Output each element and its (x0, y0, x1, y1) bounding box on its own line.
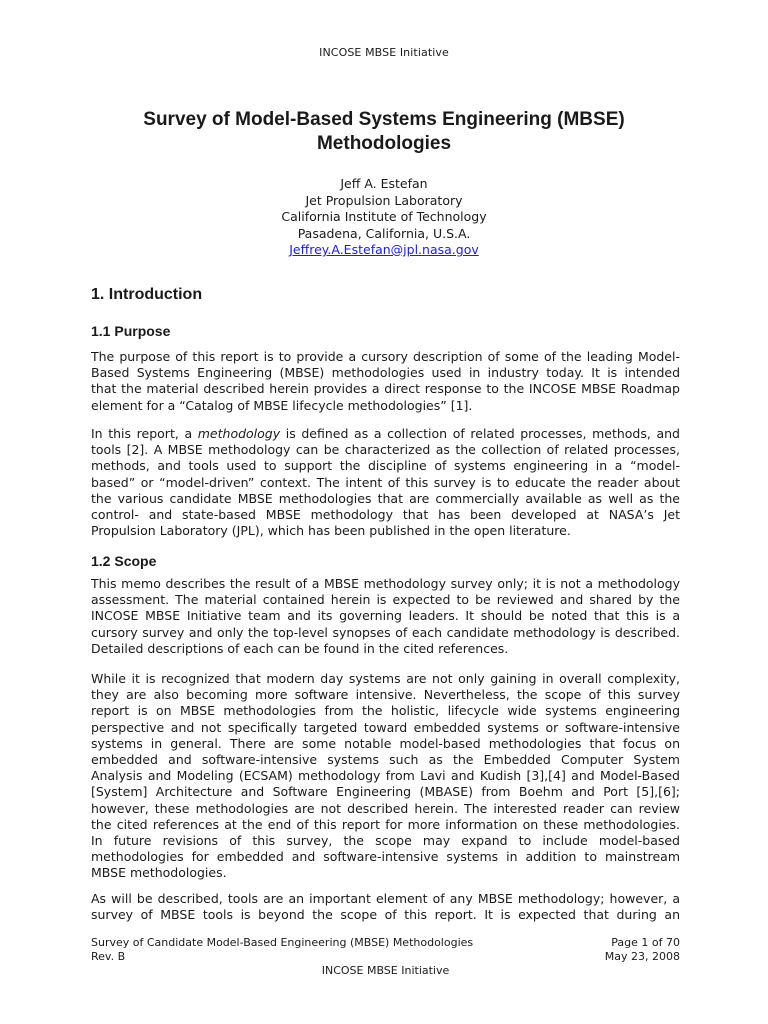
text-line: assessment. The material contained herein is expected to be reviewed and shared by the (91, 592, 680, 608)
text-line: however, these methodologies are not described herein. The interested reader can review (91, 800, 680, 816)
title-line-1: Survey of Model-Based Systems Engineering (MBSE) (143, 109, 625, 130)
scope-paragraph-2 (91, 671, 680, 882)
text-line: systems in general. There are some notable model-based methodologies that focus on (91, 735, 680, 751)
text-line: This memo describes the result of a MBSE methodology survey only; it is not a methodology (91, 576, 680, 591)
author-name: Jeff A. Estefan (340, 176, 428, 191)
text-line: perspective and not specifically targeted toward embedded systems or software-intensive (91, 719, 680, 735)
purpose-paragraph-1 (91, 349, 680, 414)
text-line: MBSE methodologies. (91, 865, 227, 881)
text-line: Propulsion Laboratory (JPL), which has been published in the open literature. (91, 523, 571, 539)
text-line: based” or “model-driven” context. The intent of this survey is to educate the reader about (91, 474, 680, 490)
text-line: element for a “Catalog of MBSE lifecycle methodologies” [1]. (91, 397, 473, 413)
text-line: methods, and tools used to support the discipline of systems engineering in a “model- (91, 458, 680, 474)
text-line: The purpose of this report is to provide a cursory description of some of the leading Model- (91, 349, 680, 364)
footer-document-title: Survey of Candidate Model-Based Engineering (MBSE) Methodologies (91, 936, 474, 949)
author-block (0, 176, 768, 259)
text-run: In this report, a (91, 426, 198, 441)
text-line: methodologies for embedded and software-intensive systems in addition to mainstream (91, 849, 680, 865)
footer-revision: Rev. B (91, 950, 126, 963)
text-line: While it is recognized that modern day systems are not only gaining in overall complexity, (91, 671, 680, 686)
text-line: Based Systems Engineering (MBSE) methodologies used in industry today. It is intended (91, 365, 680, 381)
text-line (91, 426, 680, 442)
text-line: Analysis and Modeling (ECSAM) methodology from Lavi and Kudish [3],[4] and Model-Based (91, 768, 680, 784)
subsection-heading-purpose: 1.1 Purpose (91, 323, 171, 339)
text-line: In future revisions of this survey, the scope may expand to include model-based (91, 833, 680, 849)
text-line: embedded and software-intensive systems such as the Embedded Computer System (91, 752, 680, 768)
footer-organization: INCOSE MBSE Initiative (321, 964, 450, 977)
footer-date: May 23, 2008 (604, 950, 680, 963)
scope-paragraph-1 (91, 576, 680, 657)
text-line: INCOSE MBSE Initiative team and its governing leaders. It should be noted that this is a (91, 608, 680, 624)
text-line: cursory survey and only the top-level synopses of each candidate methodology is described. (91, 624, 680, 640)
text-line: As will be described, tools are an important element of any MBSE methodology; however, a (91, 891, 680, 906)
text-line: survey of MBSE tools is beyond the scope of this report. It is expected that during an (91, 907, 680, 923)
text-line: [System] Architecture and Software Engineering (MBASE) from Boehm and Port [5],[6]; (91, 784, 680, 800)
author-location: Pasadena, California, U.S.A. (297, 225, 471, 241)
author-org-2: California Institute of Technology (281, 209, 487, 224)
text-line: report is on MBSE methodologies from the holistic, lifecycle wide systems engineering (91, 703, 680, 719)
text-line: they are also becoming more software intensive. Nevertheless, the scope of this survey (91, 687, 680, 703)
emphasis-methodology: methodology (197, 426, 281, 441)
author-org-1: Jet Propulsion Laboratory (305, 192, 463, 208)
page-footer (91, 936, 680, 978)
running-header: INCOSE MBSE Initiative (319, 46, 449, 59)
text-line: tools [2]. A MBSE methodology can be characterized as the collection of related processes, (91, 442, 680, 458)
text-line: that the material described herein provides a direct response to the INCOSE MBSE Roadmap (91, 381, 680, 397)
author-email-link[interactable]: Jeffrey.A.Estefan@jpl.nasa.gov (289, 242, 479, 257)
title-line-2: Methodologies (316, 133, 452, 154)
text-run: is defined as a collection of related processes, methods, and (280, 426, 680, 441)
text-line: the cited references at the end of this report for more information on these methodologies. (91, 816, 680, 832)
text-line: the various candidate MBSE methodologies that are commercially available as well as the (91, 490, 680, 506)
scope-paragraph-3 (91, 891, 680, 923)
section-heading-introduction: 1. Introduction (91, 286, 203, 303)
text-line: control- and state-based MBSE methodology that has been developed at NASA’s Jet (91, 507, 680, 523)
footer-page-number: Page 1 of 70 (611, 936, 680, 949)
text-line: Detailed descriptions of each can be found in the cited references. (91, 640, 509, 656)
document-title (90, 108, 678, 156)
purpose-paragraph-2 (91, 426, 680, 539)
subsection-heading-scope: 1.2 Scope (91, 553, 157, 569)
